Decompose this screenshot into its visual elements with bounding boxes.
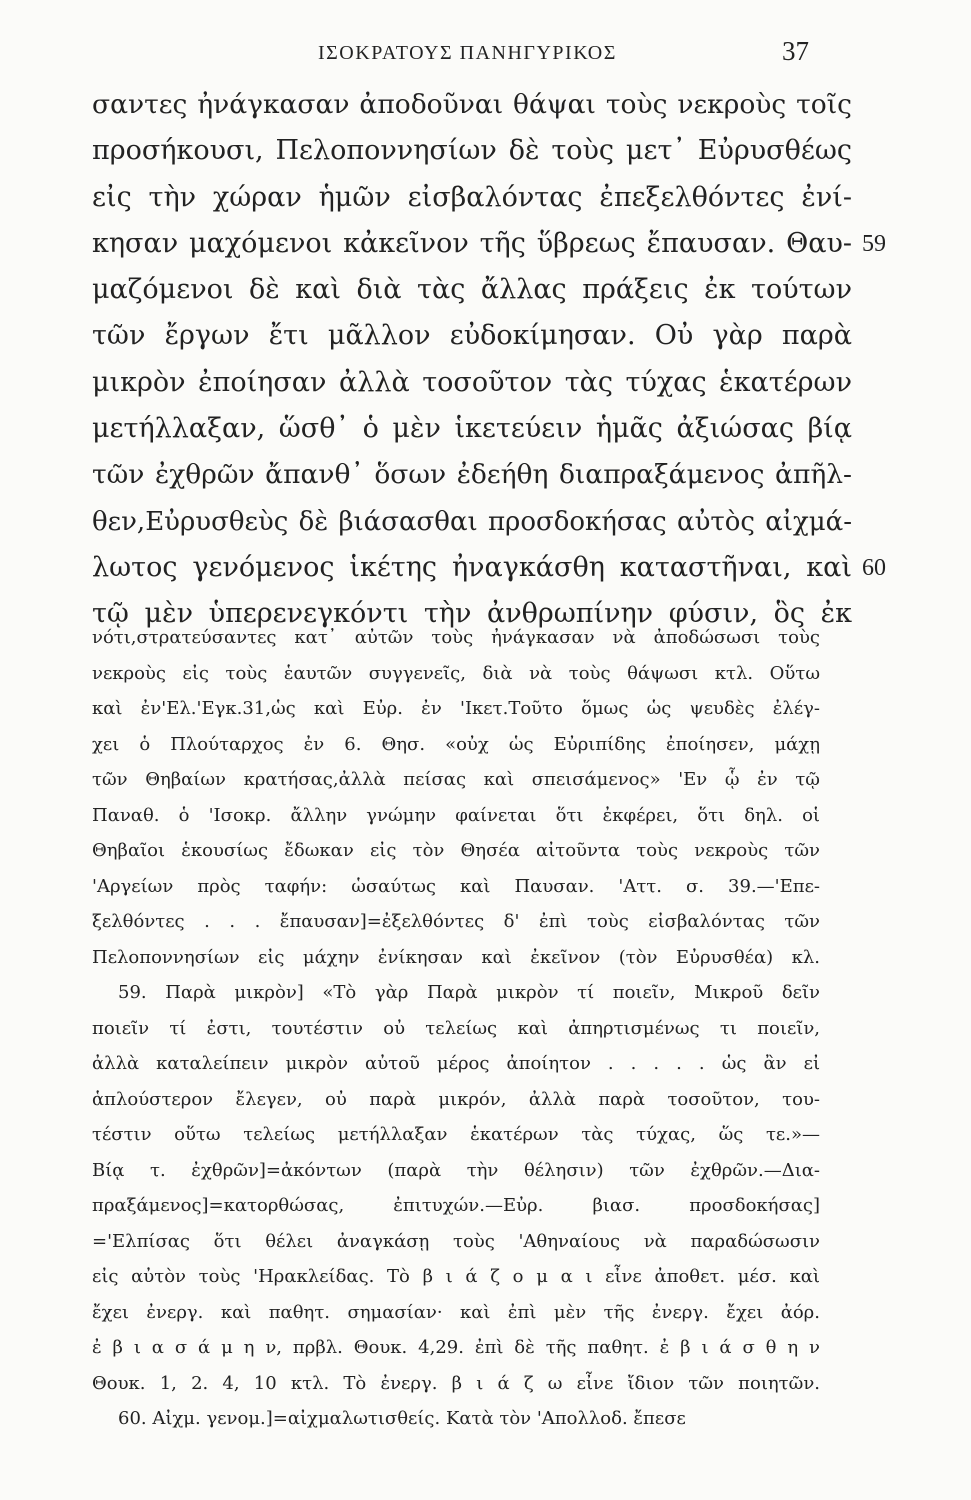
page-number: 37 (782, 36, 809, 66)
footnote-line: εἰς αὐτὸν τοὺς 'Ηρακλείδας. Τὸ β ι ά ζ ο μ α ι εἶνε ἀποθετ. μέσ. καὶ (92, 1266, 820, 1287)
footnotes (92, 620, 820, 1437)
footnote-line: νεκροὺς εἰς τοὺς ἑαυτῶν συγγενεῖς, διὰ νὰ τοὺς θάψωσι κτλ. Οὕτω (92, 662, 820, 684)
main-text-line-content: τῶν ἔργων ἔτι μᾶλλον εὐδοκίμησαν. Οὐ γὰρ παρὰ (92, 320, 852, 352)
main-text-line-content: θεν,Εὐρυσθεὺς δὲ βιάσασθαι προσδοκήσας αὐτὸς αἰχμά- (92, 506, 852, 537)
main-text-line-content: μετήλλαξαν, ὥσθ᾽ ὁ μὲν ἱκετεύειν ἡμᾶς ἀξιώσας βίᾳ (92, 413, 852, 445)
main-text-line (92, 267, 852, 313)
footnote-line: ἔχει ἐνεργ. καὶ παθητ. σημασίαν· καὶ ἐπὶ μὲν τῆς ἐνεργ. ἔχει ἀόρ. (92, 1301, 820, 1323)
section-number: 60 (862, 554, 886, 581)
footnote-line: χει ὁ Πλούταρχος ἐν 6. Θησ. «οὐχ ὡς Εὐριπίδης ἐποίησεν, μάχῃ (92, 733, 820, 755)
footnote-line: Βίᾳ τ. ἐχθρῶν]=ἀκόντων (παρὰ τὴν θέλησιν) τῶν ἐχθρῶν.—Δια- (92, 1159, 820, 1181)
footnote-line: ἀλλὰ καταλείπειν μικρὸν αὐτοῦ μέρος ἀποίητον . . . . . ὡς ἂν εἰ (92, 1053, 820, 1074)
main-text-line (92, 128, 852, 174)
section-number: 59 (862, 230, 886, 257)
footnote-line: 'Αργείων πρὸς ταφήν: ὡσαύτως καὶ Παυσαν. 'Αττ. σ. 39.—'Επε- (92, 875, 820, 897)
main-text-line (92, 545, 886, 591)
footnote-line: νότι,στρατεύσαντες κατ᾽ αὐτῶν τοὺς ἠνάγκασαν νὰ ἀποδώσωσι τοὺς (92, 627, 820, 648)
main-text-line (92, 406, 852, 452)
main-text-line (92, 175, 852, 221)
footnote-line: Θηβαῖοι ἑκουσίως ἔδωκαν εἰς τὸν Θησέα αἰτοῦντα τοὺς νεκροὺς τῶν (92, 840, 820, 861)
main-text-line-content: τῶν ἐχθρῶν ἄπανθ᾽ ὅσων ἐδεήθη διαπραξάμενος ἀπῆλ- (92, 459, 852, 491)
footnote-line: ἐ β ι α σ ά μ η ν, πρβλ. Θουκ. 4,29. ἐπὶ δὲ τῆς παθητ. ἐ β ι ά σ θ η ν (92, 1337, 820, 1358)
footnote-line: ξελθόντες . . . ἔπαυσαν]=ἐξελθόντες δ' ἐπὶ τοὺς εἰσβαλόντας τῶν (92, 911, 820, 932)
footnote-line: Παναθ. ὁ 'Ισοκρ. ἄλλην γνώμην φαίνεται ὅτι ἐκφέρει, ὅτι δηλ. οἱ (92, 804, 820, 826)
main-text-line-content: μαζόμενοι δὲ καὶ διὰ τὰς ἄλλας πράξεις ἐκ τούτων (92, 274, 852, 306)
main-text-line-content: τῷ μὲν ὑπερενεγκόντι τὴν ἀνθρωπίνην φύσιν, ὃς ἐκ (92, 598, 852, 630)
main-text-line-content: σαντες ἠνάγκασαν ἀποδοῦναι θάψαι τοὺς νεκροὺς τοῖς (92, 89, 852, 120)
footnote-line: Πελοποννησίων εἰς μάχην ἐνίκησαν καὶ ἐκεῖνον (τὸν Εὐρυσθέα) κλ. (92, 946, 820, 968)
footnote-line: ἁπλούστερον ἔλεγεν, οὐ παρὰ μικρόν, ἀλλὰ παρὰ τοσοῦτον, του- (92, 1088, 820, 1110)
main-text-line (92, 360, 852, 406)
running-title: ΙΣΟΚΡΑΤΟΥΣ ΠΑΝΗΓΥΡΙΚΟΣ (318, 42, 617, 64)
main-text (92, 82, 886, 638)
main-text-line-content: μικρὸν ἐποίησαν ἀλλὰ τοσοῦτον τὰς τύχας ἑκατέρων (92, 366, 852, 398)
footnote-line: ποιεῖν τί ἐστι, τουτέστιν οὐ τελείως καὶ ἀπηρτισμένως τι ποιεῖν, (92, 1017, 820, 1039)
main-text-line (92, 313, 852, 359)
footnote-line: ='Ελπίσας ὅτι θέλει ἀναγκάσῃ τοὺς 'Αθηναίους νὰ παραδώσωσιν (92, 1230, 820, 1252)
main-text-line (92, 221, 886, 267)
main-text-line-content: κησαν μαχόμενοι κἀκεῖνον τῆς ὕβρεως ἔπαυσαν. Θαυ- (92, 227, 852, 259)
footnote-line: καὶ ἐν'Ελ.'Εγκ.31,ὡς καὶ Εὐρ. ἐν 'Ικετ.Τοῦτο ὅμως ὡς ψευδὲς ἐλέγ- (92, 698, 820, 719)
main-text-line-content: εἰς τὴν χώραν ἡμῶν εἰσβαλόντας ἐπεξελθόντες ἐνί- (92, 181, 852, 213)
main-text-line (92, 452, 852, 498)
main-text-line (92, 499, 852, 545)
footnote-line: τῶν Θηβαίων κρατήσας,ἀλλὰ πείσας καὶ σπεισάμενος» 'Εν ᾧ ἐν τῷ (92, 769, 820, 790)
footnote-line: πραξάμενος]=κατορθώσας, ἐπιτυχών.—Εὐρ. βιασ. προσδοκήσας] (92, 1195, 820, 1216)
main-text-line (92, 82, 852, 128)
footnote-line: τέστιν οὕτω τελείως μετήλλαξαν ἑκατέρων τὰς τύχας, ὥς τε.»— (92, 1124, 820, 1145)
page-header (0, 34, 971, 74)
main-text-line-content: λωτος γενόμενος ἱκέτης ἠναγκάσθη καταστῆναι, καὶ (92, 551, 852, 583)
footnote-line: 59. Παρὰ μικρὸν] «Τὸ γὰρ Παρὰ μικρὸν τί ποιεῖν, Μικροῦ δεῖν (118, 982, 820, 1003)
footnote-line: 60. Αἰχμ. γενομ.]=αἰχμαλωτισθείς. Κατὰ τὸν 'Απολλοδ. ἔπεσε (118, 1408, 686, 1429)
main-text-line-content: προσήκουσι, Πελοποννησίων δὲ τοὺς μετ᾽ Εὐρυσθέως (92, 135, 852, 167)
footnote-line: Θουκ. 1, 2. 4, 10 κτλ. Τὸ ἐνεργ. β ι ά ζ ω εἶνε ἴδιον τῶν ποιητῶν. (92, 1372, 820, 1394)
